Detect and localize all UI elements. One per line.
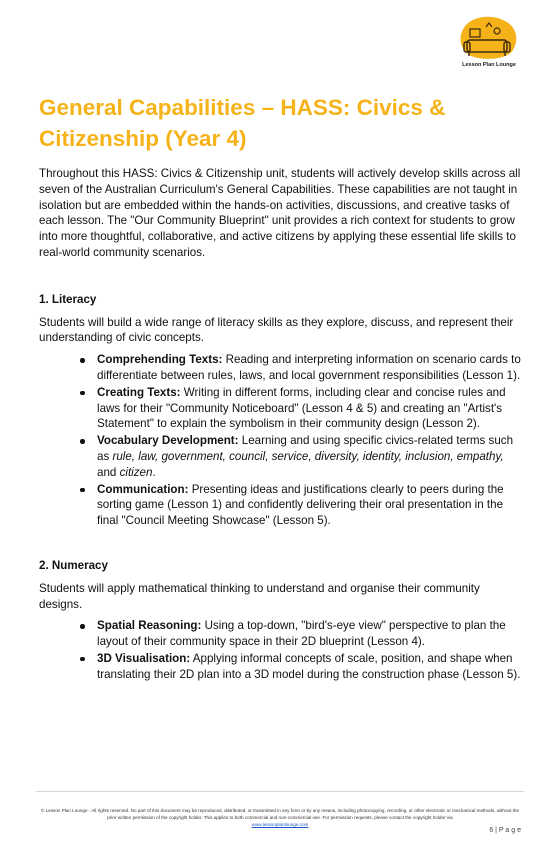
section-heading-literacy: 1. Literacy [39, 292, 97, 306]
page-title: General Capabilities – HASS: Civics & Citizenship (Year 4) [39, 95, 446, 151]
section-intro-literacy: Students will build a wide range of literacy skills as they explore, discuss, and represent their understanding of civic concepts. [39, 315, 514, 345]
page-number: 6 | P a g e [489, 827, 521, 834]
intro-paragraph: Throughout this HASS: Civics & Citizenship unit, students will actively develop skills across all seven of the Australian Curriculum's General Capabilities. These capabilities are not taught in isolation but are embedded within the hands-on activities, discussions, and creative tasks of each lesson. The "Our Community Blueprint" unit provides a rich context for students to grow into more thoughtful, collaborative, and active citizens by applying these essential life skills to real-world community scenarios. [39, 167, 521, 259]
copyright-notice [40, 807, 520, 828]
item-text: Learning and using specific civics-related terms such as [97, 434, 514, 463]
item-text: Using a top-down, "bird's-eye view" perspective to plan the layout of their community space in their 2D blueprint (Lesson 4). [97, 619, 506, 649]
item-label: Creating Texts: [97, 385, 181, 399]
item-text: Applying informal concepts of scale, position, and shape when translating their 2D plan into a 3D model during the construction phase (Lesson 5). [97, 651, 521, 681]
list-item [97, 352, 525, 384]
document-body [39, 166, 525, 684]
list-item [97, 385, 525, 432]
item-text: Reading and interpreting information on scenario cards to differentiate between rules, laws, and local government responsibilities (Lesson 1). [97, 353, 521, 382]
item-italic-terms: citizen [119, 465, 153, 479]
lesson-plan-lounge-logo [453, 16, 525, 74]
sofa-logo-icon [453, 16, 525, 62]
list-item [97, 482, 525, 529]
item-label: Spatial Reasoning: [97, 619, 202, 633]
section-intro-numeracy: Students will apply mathematical thinking to understand and organise their community designs. [39, 581, 480, 611]
item-text: Presenting ideas and justifications clearly to peers during the sorting game (Lesson 1) and confidently delivering their oral presentation in the final "Council Meeting Showcase" (Lesson 5). [97, 482, 504, 528]
item-text: and [97, 465, 120, 479]
item-label: Communication: [97, 482, 189, 496]
item-label: Comprehending Texts: [97, 353, 223, 367]
item-label: Vocabulary Development: [97, 434, 239, 448]
item-text: . [152, 465, 156, 479]
section-heading-numeracy: 2. Numeracy [39, 558, 108, 572]
list-item [97, 651, 525, 683]
copyright-text: © Lesson Plan Lounge - All rights reserved. No part of this document may be reproduced, distributed, or transmitted in any form or by any means, including photocopying, recording, or other electronic or mechanical methods, without the prior written permission of the copyright holder. This applies to both commercial and non-commercial use. For permission requests, please contact the copyright holder via [40, 808, 520, 820]
list-item [97, 433, 525, 480]
list-item [97, 618, 525, 650]
numeracy-list [39, 618, 525, 682]
logo-text: Lesson Plan Lounge [462, 62, 516, 68]
literacy-list [39, 352, 525, 529]
website-link[interactable]: www.lessonplanlounge.com [251, 822, 309, 827]
footer-divider [36, 791, 524, 792]
item-label: 3D Visualisation: [97, 651, 191, 665]
item-italic-terms: rule, law, government, council, service, diversity, identity, inclusion, empathy, [112, 449, 504, 463]
item-text: Writing in different forms, including clear and concise rules and laws for their "Community Noticeboard" (Lesson 4 & 5) and creating an "Artist's Statement" to explain the symbolism in their community design (Lesson 2). [97, 385, 506, 431]
